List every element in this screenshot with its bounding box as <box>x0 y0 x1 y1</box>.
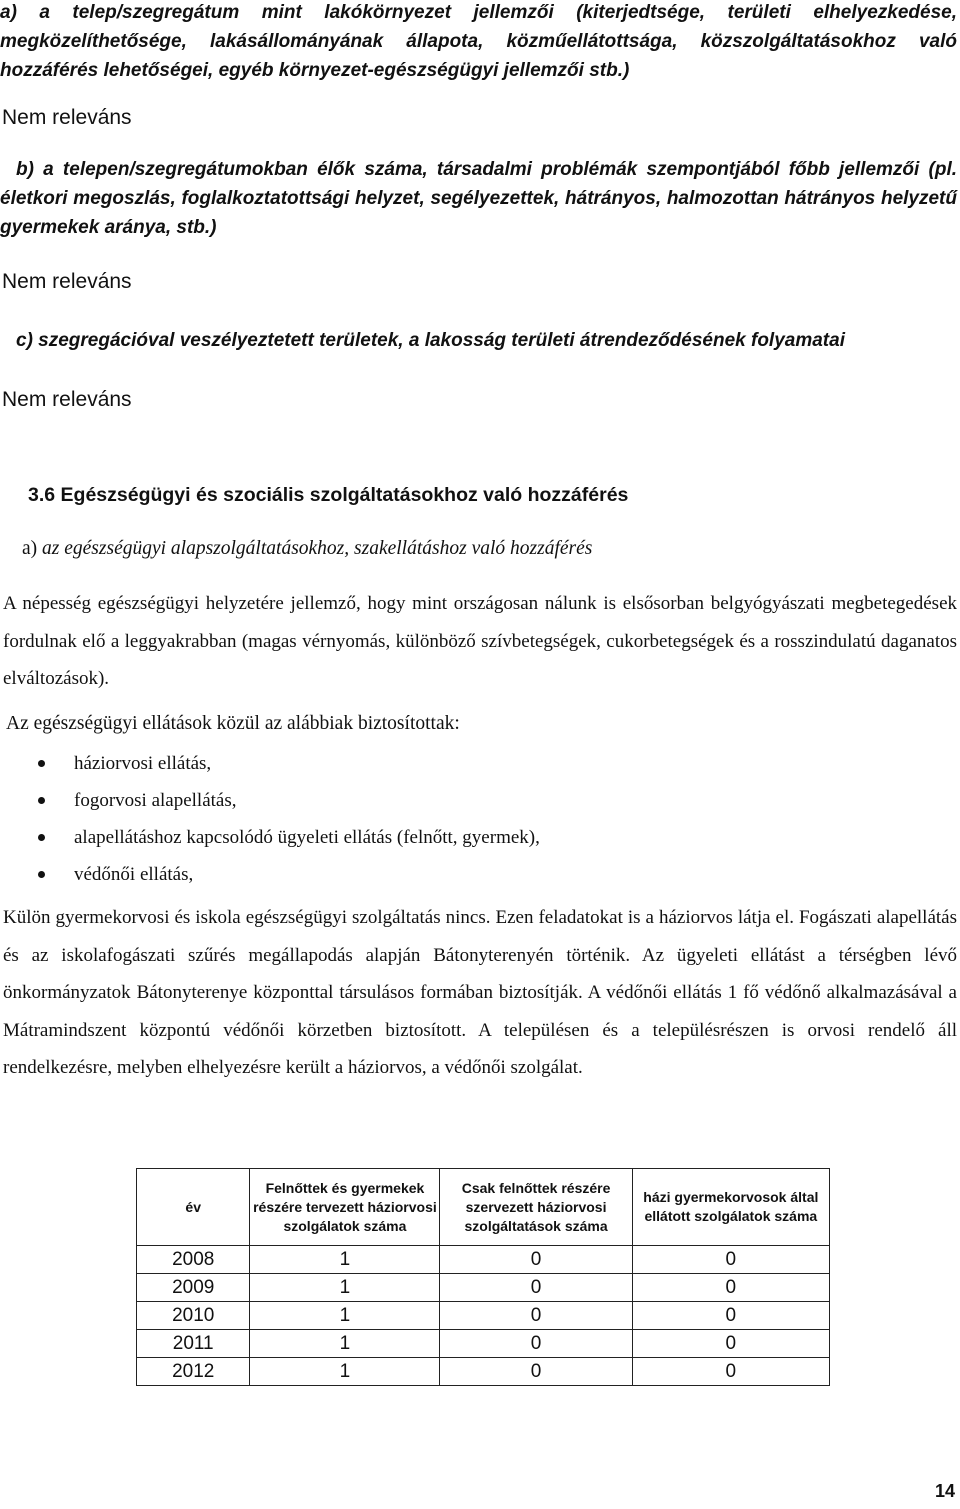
subsection-heading <box>22 535 592 563</box>
list-item: háziorvosi ellátás, <box>38 745 540 782</box>
cell-value: 0 <box>440 1302 632 1330</box>
list-item: védőnői ellátás, <box>38 856 540 893</box>
cell-value: 0 <box>440 1358 632 1386</box>
paragraph-health-situation: A népesség egészségügyi helyzetére jellemző, hogy mint országosan nálunk is elsősorban belgyógyászati megbetegedések fordulnak elő a leggyakrabban (magas vérnyomás, különböző szívbetegségek, cukorbetegségek és a rosszindulatú daganatos elváltozások). <box>3 593 957 689</box>
page-number: 14 <box>935 1481 956 1501</box>
cell-year: 2009 <box>137 1274 250 1302</box>
cell-value: 0 <box>632 1246 829 1274</box>
table-header-row <box>137 1169 830 1246</box>
question-b: b) a telepen/szegregátumokban élők száma, társadalmi problémák szempontjából főbb jellemzői (pl. életkori megoszlás, foglalkoztatottsági helyzet, segélyezettek, hátrányos, halmozottan hátrányos helyzetű gyermekek aránya, stb.) <box>0 159 957 238</box>
cell-year: 2010 <box>137 1302 250 1330</box>
header-adult-child-services: Felnőttek és gyermekek részére tervezett háziorvosi szolgálatok száma <box>250 1169 440 1246</box>
cell-value: 0 <box>632 1358 829 1386</box>
cell-value: 0 <box>440 1246 632 1274</box>
answer-b: Nem releváns <box>2 270 132 293</box>
cell-value: 0 <box>632 1330 829 1358</box>
subsection-prefix: a) <box>22 538 38 559</box>
table-row <box>137 1246 830 1274</box>
services-list <box>38 745 540 893</box>
answer-a: Nem releváns <box>2 106 132 129</box>
list-item: fogorvosi alapellátás, <box>38 782 540 819</box>
cell-year: 2011 <box>137 1330 250 1358</box>
answer-c: Nem releváns <box>2 388 132 411</box>
cell-value: 0 <box>440 1330 632 1358</box>
bullet-icon <box>38 871 45 878</box>
header-pediatric-services: házi gyermekorvosok által ellátott szolgálatok száma <box>632 1169 829 1246</box>
table-row <box>137 1274 830 1302</box>
cell-value: 1 <box>250 1274 440 1302</box>
cell-value: 0 <box>440 1274 632 1302</box>
question-a: a) a telep/szegregátum mint lakókörnyezet jellemzői (kiterjedtsége, területi elhelyezkedése, megközelíthetősége, lakásállományának állapota, közműellátottsága, közszolgáltatásokhoz való hozzáférés lehetőségei, egyéb környezet-egészségügyi jellemzői stb.) <box>0 2 957 81</box>
header-year: év <box>137 1169 250 1246</box>
question-c: c) szegregációval veszélyeztetett területek, a lakosság területi átrendeződésének folyamatai <box>16 330 845 351</box>
services-table <box>136 1168 830 1386</box>
cell-value: 1 <box>250 1246 440 1274</box>
cell-value: 0 <box>632 1274 829 1302</box>
header-adult-only-services: Csak felnőttek részére szervezett háziorvosi szolgáltatások száma <box>440 1169 632 1246</box>
list-intro: Az egészségügyi ellátások közül az alábbiak biztosítottak: <box>6 713 460 734</box>
bullet-icon <box>38 834 45 841</box>
table-row <box>137 1330 830 1358</box>
cell-value: 0 <box>632 1302 829 1330</box>
cell-value: 1 <box>250 1302 440 1330</box>
table-row <box>137 1358 830 1386</box>
cell-value: 1 <box>250 1330 440 1358</box>
cell-year: 2012 <box>137 1358 250 1386</box>
section-title: 3.6 Egészségügyi és szociális szolgáltatásokhoz való hozzáférés <box>28 484 629 506</box>
cell-value: 1 <box>250 1358 440 1386</box>
table-row <box>137 1302 830 1330</box>
paragraph-services-details: Külön gyermekorvosi és iskola egészségügyi szolgáltatás nincs. Ezen feladatokat is a háziorvos látja el. Fogászati alapellátás és az iskolafogászati szűrés megállapodás alapján Bátonyterenyén történik. Az ügyeleti ellátást a térségben lévő önkormányzatok Bátonyterenye központtal társulásos formában biztosítják. A védőnői ellátás 1 fő védőnő alkalmazásával a Mátramindszent központú védőnői körzetben biztosított. A településen és a településrészen is orvosi rendelő áll rendelkezésre, melyben elhelyezésre került a háziorvos, a védőnői szolgálat. <box>3 907 957 1078</box>
bullet-icon <box>38 760 45 767</box>
subsection-title: az egészségügyi alapszolgáltatásokhoz, szakellátáshoz való hozzáférés <box>42 538 593 559</box>
bullet-icon <box>38 797 45 804</box>
cell-year: 2008 <box>137 1246 250 1274</box>
list-item: alapellátáshoz kapcsolódó ügyeleti ellátás (felnőtt, gyermek), <box>38 819 540 856</box>
